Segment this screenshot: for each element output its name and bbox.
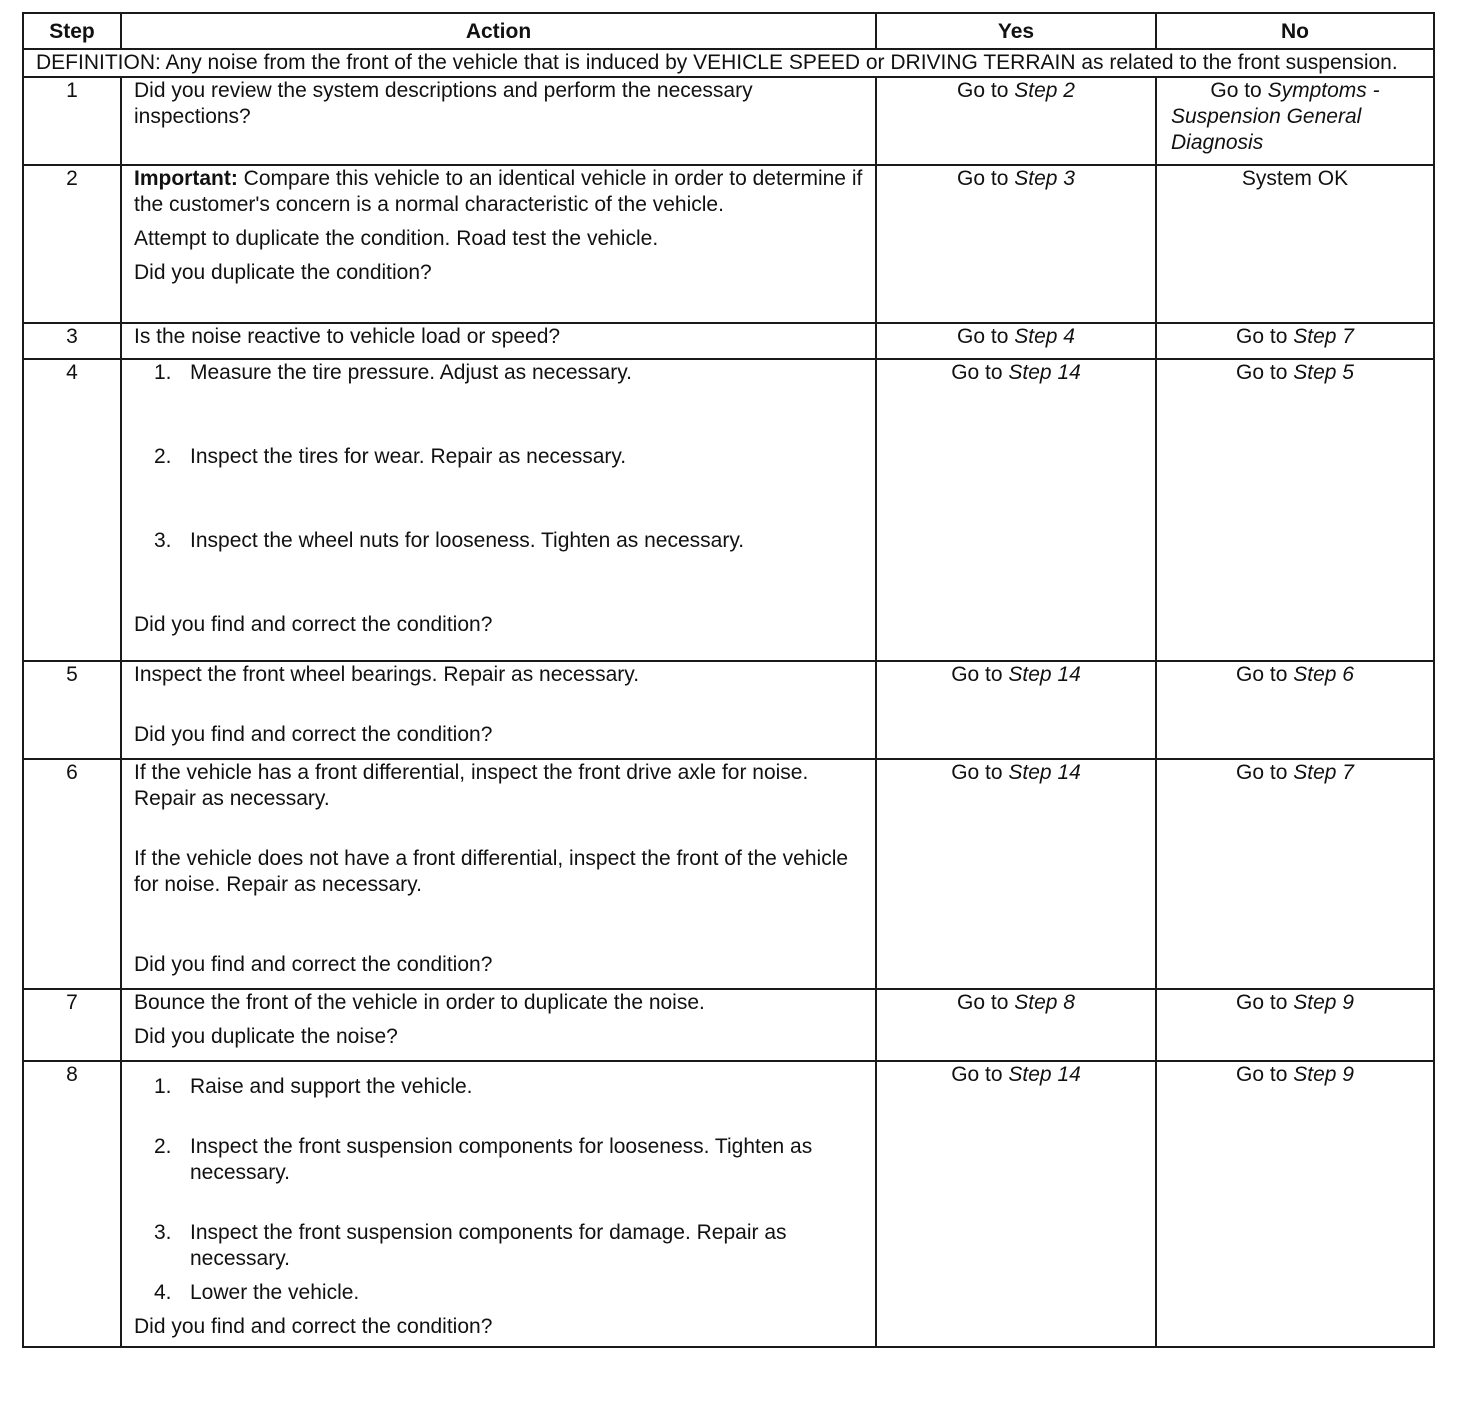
header-yes: Yes <box>876 13 1156 49</box>
yes-cell <box>876 989 1156 1061</box>
goto-label: Go to <box>957 325 1009 348</box>
table-row <box>23 759 1434 989</box>
list-item-number: 1. <box>154 1075 172 1098</box>
list-item-text: Inspect the front suspension components for looseness. Tighten as necessary. <box>190 1135 813 1184</box>
action-cell <box>121 165 876 323</box>
yes-step-ref: Step 4 <box>1014 325 1075 348</box>
step-number: 6 <box>23 759 121 989</box>
important-text: Compare this vehicle to an identical vehicle in order to determine if the customer's concern is a normal characteristic of the vehicle. <box>134 167 863 216</box>
goto-label: Go to <box>1236 663 1288 686</box>
goto-label: Go to <box>1210 79 1262 102</box>
goto-label: Go to <box>951 663 1003 686</box>
list-item <box>154 1280 863 1306</box>
yes-step-ref: Step 14 <box>1008 761 1081 784</box>
list-item <box>154 1074 863 1100</box>
list-item-number: 3. <box>154 529 172 552</box>
action-cell <box>121 759 876 989</box>
no-ref-line1: Symptoms - <box>1267 79 1380 102</box>
goto-label: Go to <box>1236 361 1288 384</box>
action-cell <box>121 1061 876 1347</box>
definition-text: DEFINITION: Any noise from the front of the vehicle that is induced by VEHICLE SPEED or DRIVING TERRAIN as related to the front suspension. <box>23 49 1434 77</box>
goto-label: Go to <box>951 1063 1003 1086</box>
goto-label: Go to <box>951 761 1003 784</box>
goto-label: Go to <box>957 79 1009 102</box>
no-cell <box>1156 759 1434 989</box>
action-cell <box>121 323 876 359</box>
question-text: Did you find and correct the condition? <box>134 613 493 636</box>
table-row <box>23 989 1434 1061</box>
table-row <box>23 323 1434 359</box>
no-step-ref: Step 5 <box>1293 361 1354 384</box>
yes-step-ref: Step 3 <box>1014 167 1075 190</box>
yes-cell <box>876 759 1156 989</box>
yes-cell <box>876 77 1156 165</box>
no-cell <box>1156 989 1434 1061</box>
table-row <box>23 165 1434 323</box>
action-text: Bounce the front of the vehicle in order to duplicate the noise. <box>134 991 705 1014</box>
yes-step-ref: Step 14 <box>1008 361 1081 384</box>
header-no: No <box>1156 13 1434 49</box>
yes-cell <box>876 323 1156 359</box>
goto-label: Go to <box>957 167 1009 190</box>
header-row <box>23 13 1434 49</box>
step-number: 4 <box>23 359 121 661</box>
yes-step-ref: Step 14 <box>1008 663 1081 686</box>
action-text: If the vehicle has a front differential, inspect the front drive axle for noise. Repair as necessary. <box>134 761 809 810</box>
action-text: If the vehicle does not have a front differential, inspect the front of the vehicle for noise. Repair as necessary. <box>134 847 849 896</box>
goto-label: Go to <box>1236 1063 1288 1086</box>
step-number: 2 <box>23 165 121 323</box>
list-item <box>154 1220 863 1272</box>
action-cell <box>121 661 876 759</box>
list-item-text: Measure the tire pressure. Adjust as necessary. <box>190 361 632 384</box>
question-text: Did you duplicate the noise? <box>134 1025 398 1048</box>
table-row <box>23 77 1434 165</box>
diagnostic-table <box>22 12 1435 1348</box>
action-text: Inspect the front wheel bearings. Repair as necessary. <box>134 663 640 686</box>
question-text: Did you find and correct the condition? <box>134 723 493 746</box>
no-ref-line2: Suspension General Diagnosis <box>1171 105 1362 154</box>
yes-cell <box>876 165 1156 323</box>
no-step-ref: Step 7 <box>1293 761 1354 784</box>
table-row <box>23 661 1434 759</box>
action-text: Is the noise reactive to vehicle load or speed? <box>134 325 561 348</box>
yes-step-ref: Step 2 <box>1014 79 1075 102</box>
step-number: 8 <box>23 1061 121 1347</box>
goto-label: Go to <box>1236 325 1288 348</box>
list-item-number: 1. <box>154 361 172 384</box>
important-label: Important: <box>134 167 238 190</box>
question-text: Did you find and correct the condition? <box>134 953 493 976</box>
goto-label: Go to <box>1236 761 1288 784</box>
list-item-text: Inspect the tires for wear. Repair as necessary. <box>190 445 627 468</box>
no-cell <box>1156 323 1434 359</box>
action-text: Did you review the system descriptions and perform the necessary inspections? <box>134 79 753 128</box>
table-row <box>23 359 1434 661</box>
goto-label: Go to <box>951 361 1003 384</box>
goto-label: Go to <box>1236 991 1288 1014</box>
no-cell <box>1156 1061 1434 1347</box>
list-item <box>154 1134 863 1186</box>
step-number: 7 <box>23 989 121 1061</box>
list-item <box>154 360 863 386</box>
list-item-text: Inspect the wheel nuts for looseness. Tighten as necessary. <box>190 529 745 552</box>
no-cell <box>1156 77 1434 165</box>
step-number: 1 <box>23 77 121 165</box>
action-cell <box>121 989 876 1061</box>
yes-step-ref: Step 14 <box>1008 1063 1081 1086</box>
no-result-text: System OK <box>1241 167 1349 190</box>
no-cell <box>1156 359 1434 661</box>
yes-cell <box>876 1061 1156 1347</box>
step-number: 5 <box>23 661 121 759</box>
action-cell <box>121 77 876 165</box>
question-text: Did you duplicate the condition? <box>134 261 432 284</box>
no-cell <box>1156 661 1434 759</box>
question-text: Did you find and correct the condition? <box>134 1315 493 1338</box>
list-item-text: Inspect the front suspension components for damage. Repair as necessary. <box>190 1221 787 1270</box>
yes-cell <box>876 661 1156 759</box>
no-step-ref: Step 9 <box>1293 1063 1354 1086</box>
list-item-number: 4. <box>154 1281 172 1304</box>
header-action: Action <box>121 13 876 49</box>
list-item-number: 3. <box>154 1221 172 1244</box>
no-step-ref: Step 9 <box>1293 991 1354 1014</box>
goto-label: Go to <box>957 991 1009 1014</box>
list-item-number: 2. <box>154 1135 172 1158</box>
list-item-text: Lower the vehicle. <box>190 1281 360 1304</box>
definition-row <box>23 49 1434 77</box>
action-text: Attempt to duplicate the condition. Road test the vehicle. <box>134 227 659 250</box>
yes-step-ref: Step 8 <box>1014 991 1075 1014</box>
list-item <box>154 444 863 470</box>
header-step: Step <box>23 13 121 49</box>
yes-cell <box>876 359 1156 661</box>
action-cell <box>121 359 876 661</box>
step-number: 3 <box>23 323 121 359</box>
no-step-ref: Step 7 <box>1293 325 1354 348</box>
no-step-ref: Step 6 <box>1293 663 1354 686</box>
table-row <box>23 1061 1434 1347</box>
list-item <box>154 528 863 554</box>
no-cell <box>1156 165 1434 323</box>
list-item-number: 2. <box>154 445 172 468</box>
list-item-text: Raise and support the vehicle. <box>190 1075 473 1098</box>
